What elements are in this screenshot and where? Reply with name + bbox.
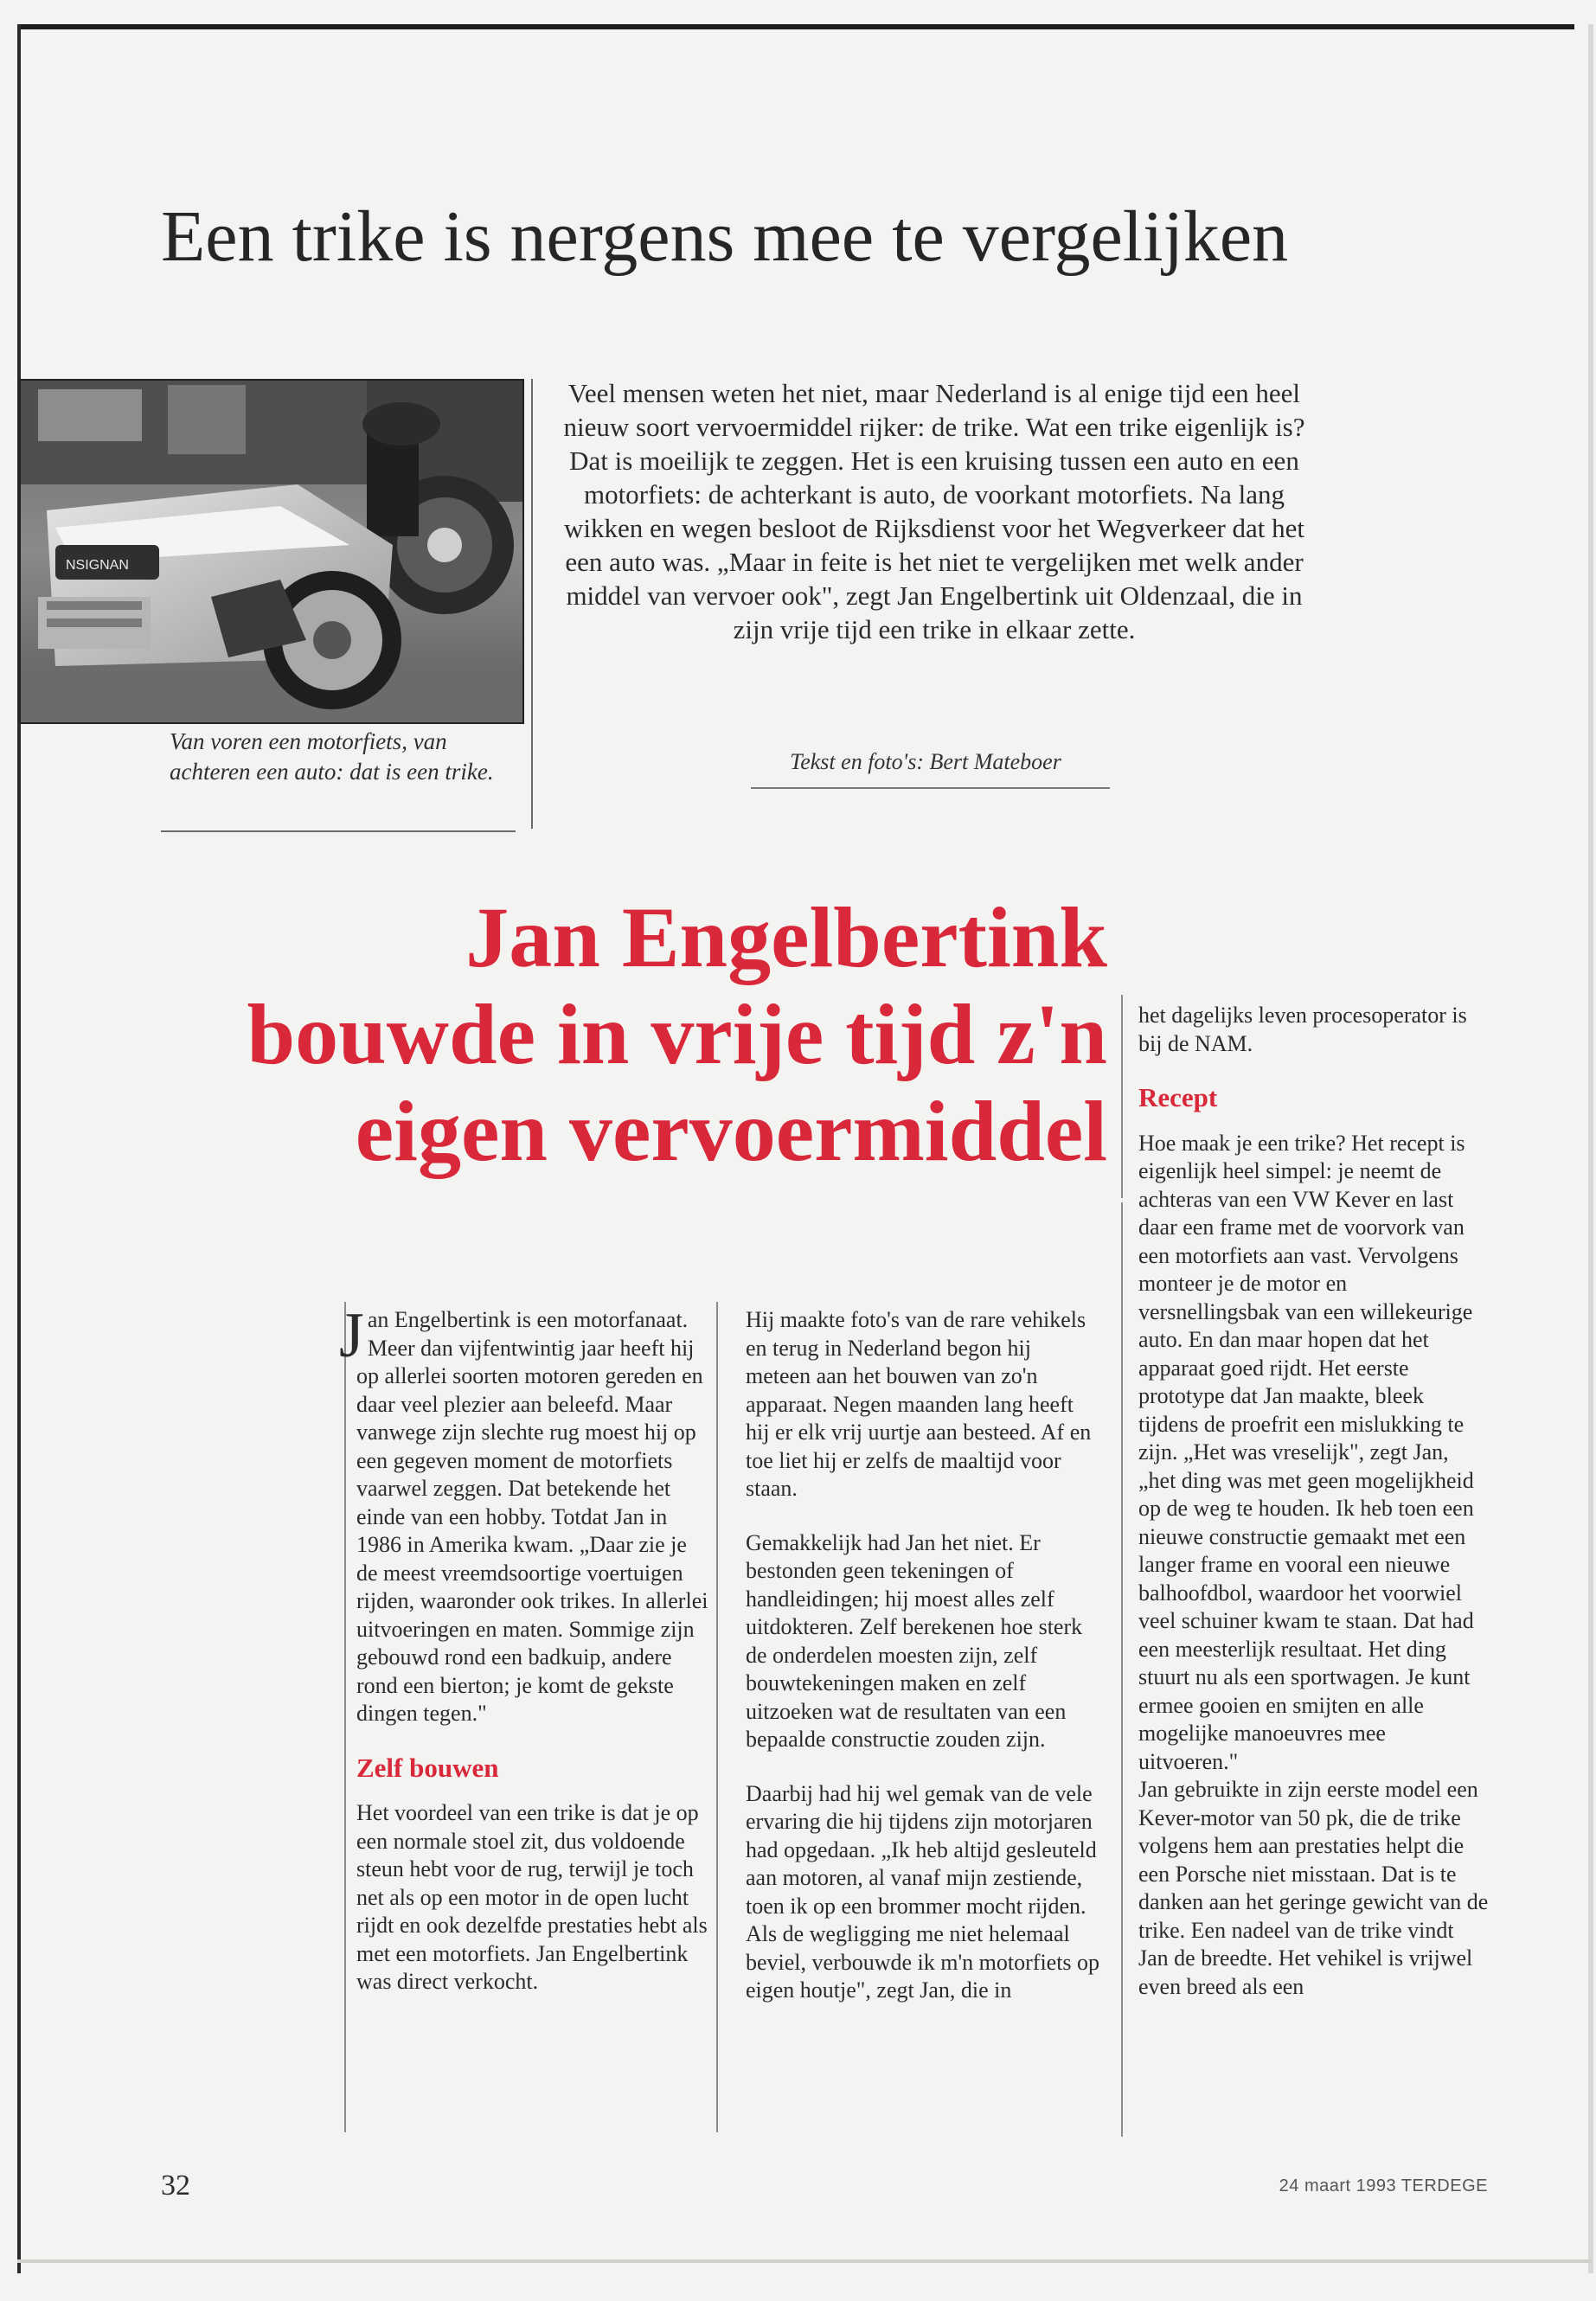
col1-paragraph-1: an Engelbertink is een motorfanaat. Meer dan vijfentwintig jaar heeft hij op allerlei soorten motoren gereden en daar veel plezier aan beleefd. Maar vanwege zijn slechte rug moest hij op een gegeven moment de motorfiets vaarwel zeggen. Dat betekende het einde van een hobby. Totdat Jan in 1986 in Amerika kwam. „Daar zie je de meest vreemdsoortige voertuigen rijden, waaronder ook trikes. In allerlei uitvoeringen en maten. Sommige zijn gebouwd rond een badkuip, andere rond een bierton; je komt de gekste dingen tegen."	[356, 1307, 708, 1726]
page-number: 32	[161, 2170, 190, 2202]
article-column-3	[1138, 1002, 1489, 2001]
issue-footer: 24 maart 1993 TERDEGE	[1279, 2176, 1488, 2195]
trike-photo	[19, 379, 524, 724]
credit-underline	[751, 787, 1110, 789]
title-line-1: Jan Engelbertink	[465, 889, 1107, 985]
column-divider-title	[1121, 995, 1123, 1198]
col2-paragraph-1: Hij maakte foto's van de rare vehikels en terug in Nederland begon hij meteen aan het bouwen van zo'n apparaat. Negen maanden lang heeft hij er elk vrij uurtje aan besteed. Af en toe liet hij er zelfs de maaltijd voor staan.	[746, 1307, 1092, 1501]
intro-paragraph: Veel mensen weten het niet, maar Nederland is al enige tijd een heel nieuw soort vervoermiddel rijker: de trike. Wat een trike eigenlijk is? Dat is moeilijk te zeggen. Het is een kruising tussen een auto en een motorfiets: de achterkant is auto, de voorkant motorfiets. Na lang wikken en wegen besloot de Rijksdienst voor het Wegverkeer dat het een auto was. „Maar in feite is het niet te vergelijken met welk ander middel van vervoer ook", zegt Jan Engelbertink uit Oldenzaal, die in zijn vrije tijd een trike in elkaar zette.	[563, 378, 1305, 644]
subhead-recept: Recept	[1138, 1082, 1218, 1112]
column-divider-2	[716, 1302, 718, 2132]
page-border-top	[17, 24, 1574, 29]
title-line-2: bouwde in vrije tijd z'n	[247, 986, 1107, 1082]
article-title	[208, 889, 1107, 1180]
article-column-2	[746, 1306, 1100, 2005]
article-column-1	[339, 1300, 711, 1997]
col3-paragraph-1: Hoe maak je een trike? Het recept is eigenlijk heel simpel: je neemt de achteras van een VW Kever en last daar een frame met de voorvork van een motorfiets aan vast. Vervolgens monteer je de motor en versnellingsbak van een willekeurige auto. En dan maar hopen dat het apparaat goed rijdt. Het eerste prototype dat Jan maakte, bleek tijdens de proefrit een mislukking te zijn. „Het was vreselijk", zegt Jan, „het ding was met geen mogelijkheid op de weg te houden. Ik heb toen een nieuwe constructie gemaakt met een langer frame en vooral een nieuwe balhoofdbol, waardoor het voorwiel veel schuiner kwam te staan. Dat had een meesterlijk resultaat. Het ding stuurt nu als een sportwagen. Je kunt ermee gooien en smijten en alle mogelijke manoeuvres mee uitvoeren."	[1138, 1130, 1474, 1774]
plate-text: NSIGNAN	[66, 558, 129, 573]
page-border-bottom	[17, 2259, 1592, 2263]
page-headline: Een trike is nergens mee te vergelijken	[161, 196, 1289, 277]
caption-divider-horizontal	[161, 830, 516, 832]
col1-paragraph-2: Het voordeel van een trike is dat je op een normale stoel zit, dus voldoende steun hebt voor de rug, terwijl je toch net als op een motor in de open lucht rijdt en ook dezelfde prestaties hebt als met een motorfiets. Jan Engelbertink was direct verkocht.	[356, 1800, 708, 1994]
page-border-right	[1588, 24, 1593, 2273]
col2-paragraph-3: Daarbij had hij wel gemak van de vele ervaring die hij tijdens zijn motorjaren had opgedaan. „Ik heb altijd gesleuteld aan motoren, al vanaf mijn zestiende, toen ik op een brommer mocht rijden. Als de wegligging me niet helemaal beviel, verbouwde ik m'n motorfiets op eigen houtje", zegt Jan, die in	[746, 1780, 1100, 2003]
subhead-zelf-bouwen: Zelf bouwen	[356, 1752, 499, 1783]
author-credit: Tekst en foto's: Bert Mateboer	[790, 749, 1061, 774]
caption-divider-vertical	[531, 379, 533, 829]
col3-paragraph-2: Jan gebruikte in zijn eerste model een Kever-motor van 50 pk, die de trike volgens hem aan prestaties helpt die een Porsche niet misstaan. Dat is te danken aan het geringe gewicht van de trike. Een nadeel van de trike vindt Jan de breedte. Het vehikel is vrijwel even breed als een	[1138, 1777, 1489, 1999]
col2-paragraph-2: Gemakkelijk had Jan het niet. Er bestonden geen tekeningen of handleidingen; hij moest alles zelf uitdokteren. Zelf berekenen hoe sterk de onderdelen moesten zijn, zelf bouwtekeningen maken en zelf uitzoeken wat de resultaten van een bepaalde constructie zouden zijn.	[746, 1529, 1083, 1752]
photo-caption: Van voren een motorfiets, van achteren een auto: dat is een trike.	[170, 728, 494, 785]
drop-cap: J	[339, 1300, 364, 1371]
column-divider-3	[1121, 1202, 1123, 2137]
page-border-left	[17, 24, 21, 2273]
col3-paragraph-0: het dagelijks leven procesoperator is bij de NAM.	[1138, 1003, 1467, 1056]
title-line-3: eigen vervoermiddel	[355, 1083, 1107, 1179]
column-divider-1	[344, 1302, 346, 2132]
